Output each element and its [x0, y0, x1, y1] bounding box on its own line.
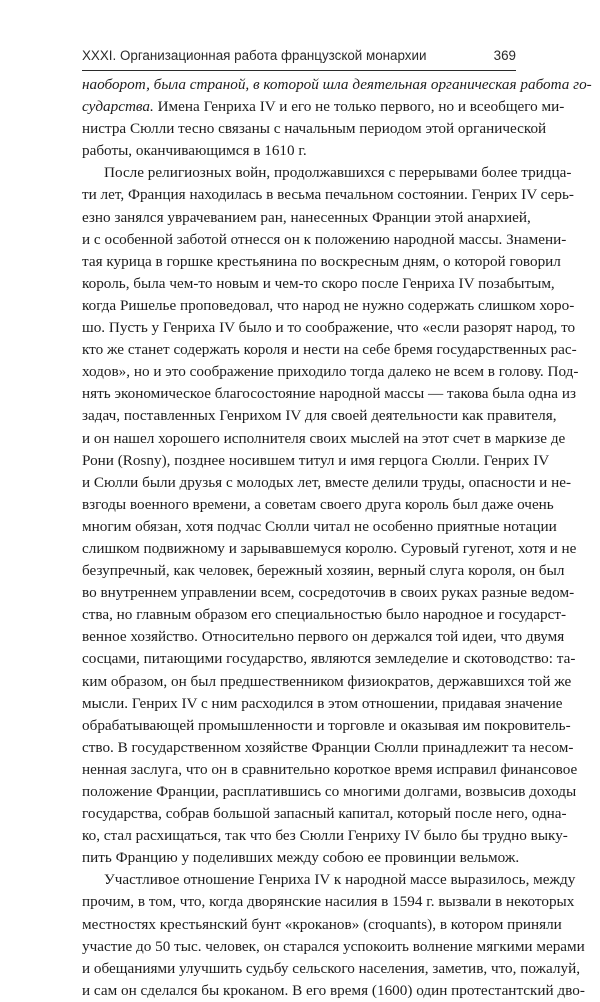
- text-line: [82, 317, 576, 339]
- text-line: [82, 273, 555, 295]
- text-line: [82, 295, 575, 317]
- paragraph: [82, 869, 585, 1002]
- line-text: государства, собрав большой запасный капитал, который после него, одна-: [82, 805, 567, 823]
- line-text: После религиозных войн, продолжавшихся с перерывами более тридца-: [104, 164, 572, 182]
- text-line: [82, 405, 557, 427]
- text-line: [82, 516, 557, 538]
- text-line: [82, 118, 547, 140]
- text-line: [82, 162, 572, 184]
- line-text: Участливое отношение Генриха IV к народной массе выразилось, между: [104, 871, 576, 889]
- line-text: местностях крестьянский бунт «кроканов» (croquants), в котором приняли: [82, 915, 562, 933]
- text-line: [82, 582, 575, 604]
- line-text: ходов», но и это соображение приходило тогда далеко не всем в голову. Под-: [82, 363, 579, 381]
- line-text: во внутреннем управлении всем, сосредоточив в своих руках разные ведом-: [82, 584, 575, 602]
- text-line: [82, 891, 575, 913]
- line-text: безупречный, как человек, бережный хозяин, верный слуга короля, он был: [82, 562, 565, 580]
- line-text: взгоды военного времени, а советам своего друга король был даже очень: [82, 495, 554, 513]
- line-text: шо. Пусть у Генриха IV было и то соображение, что «если разорят народ, то: [82, 319, 576, 337]
- text-line: [82, 980, 585, 1002]
- line-text: ти лет, Франция находилась в весьма печальном состоянии. Генрих IV серь-: [82, 186, 574, 204]
- text-line: [82, 428, 566, 450]
- text-line: [82, 914, 562, 936]
- line-text: участие до 50 тыс. человек, он старался успокоить волнение мягкими мерами: [82, 937, 585, 955]
- line-text: когда Ришелье проповедовал, что народ не нужно содержать слишком хоро-: [82, 296, 575, 314]
- text-line: [82, 958, 581, 980]
- line-text: и он нашел хорошего исполнителя своих мыслей на этот счет в маркизе де: [82, 429, 566, 447]
- text-line: [82, 781, 577, 803]
- line-text: ким образом, он был предшественником физиократов, державшихся той же: [82, 672, 572, 690]
- text-line: [82, 560, 565, 582]
- text-line: [82, 538, 577, 560]
- running-header: [82, 48, 516, 70]
- line-text: нять экономическое благосостояние народной массы — такова была одна из: [82, 385, 576, 403]
- header-rule: [82, 70, 516, 71]
- text-line: [82, 869, 576, 891]
- text-line: [82, 693, 563, 715]
- page-number: 369: [493, 48, 516, 63]
- line-text: работы, оканчивающимся в 1610 г.: [82, 142, 307, 160]
- line-text: нистра Сюлли тесно связаны с начальным периодом этой органической: [82, 120, 547, 138]
- text-line: [82, 936, 585, 958]
- line-text: пить Францию у поделивших между собою ее провинции вельмож.: [82, 849, 520, 867]
- text-line: [82, 251, 561, 273]
- text-line: [82, 229, 567, 251]
- line-text: и с особенной заботой отнесся он к положению народной массы. Знамени-: [82, 230, 567, 248]
- line-text: венное хозяйство. Относительно первого он держался той идеи, что двумя: [82, 628, 565, 646]
- text-line: [82, 472, 572, 494]
- text-line: [82, 96, 565, 118]
- line-text: Имена Генриха IV и его не только первого, но и всеобщего ми-: [153, 98, 565, 116]
- text-line: [82, 648, 576, 670]
- line-text: кто же станет содержать короля и нести на себе бремя государственных рас-: [82, 341, 577, 359]
- line-text: король, была чем-то новым и чем-то скоро после Генриха IV позабытым,: [82, 274, 555, 292]
- line-text: и Сюлли были друзья с молодых лет, вместе делили труды, опасности и не-: [82, 473, 572, 491]
- line-text: Рони (Rosny), позднее носившем титул и имя герцога Сюлли. Генрих IV: [82, 451, 550, 469]
- emphasis-text: наоборот, была страной, в которой шла деятельная органическая работа го-: [82, 76, 592, 93]
- text-line: [82, 383, 576, 405]
- line-text: ство. В государственном хозяйстве Франции Сюлли принадлежит та несом-: [82, 738, 574, 756]
- line-text: прочим, в том, что, когда дворянские насилия в 1594 г. вызвали в некоторых: [82, 893, 575, 911]
- text-line: [82, 825, 568, 847]
- text-line: [82, 626, 565, 648]
- line-text: задач, поставленных Генрихом IV для своей деятельности как правителя,: [82, 407, 557, 425]
- text-line: [82, 737, 574, 759]
- line-text: езно занялся уврачеванием ран, нанесенных Франции этой анархией,: [82, 208, 531, 226]
- line-text: слишком подвижному и зарывавшемуся королю. Суровый гугенот, хотя и не: [82, 539, 577, 557]
- text-line: [82, 803, 567, 825]
- running-title: XXXI. Организационная работа французской монархии: [82, 48, 427, 63]
- paragraph: [82, 162, 579, 869]
- text-line: [82, 74, 592, 96]
- line-text: и обещаниями улучшить судьбу сельского населения, заметив, что, пожалуй,: [82, 959, 581, 977]
- emphasis-text: сударства.: [82, 98, 154, 116]
- line-text: положение Франции, расплатившись со многими долгами, возвысив доходы: [82, 783, 577, 800]
- text-line: [82, 184, 574, 206]
- text-line: [82, 715, 571, 737]
- line-text: ко, стал расхищаться, так что без Сюлли Генриху IV было бы трудно выку-: [82, 827, 568, 845]
- text-line: [82, 494, 554, 516]
- line-text: ненная заслуга, что он в сравнительно короткое время исправил финансовое: [82, 760, 578, 778]
- text-line: [82, 759, 578, 781]
- text-line: [82, 361, 579, 383]
- text-line: [82, 450, 550, 472]
- line-text: обрабатывающей промышленности и торговле и оказывая им покровитель-: [82, 716, 571, 734]
- body-text: [82, 74, 592, 1002]
- text-line: [82, 671, 572, 693]
- line-text: сосцами, питающими государство, являются земледелие и скотоводство: та-: [82, 650, 576, 668]
- text-line: [82, 339, 577, 361]
- line-text: тая курица в горшке крестьянина по воскресным дням, о которой говорил: [82, 252, 561, 270]
- text-line: [82, 604, 567, 626]
- line-text: и сам он сделался бы кроканом. В его время (1600) один протестантский дво-: [82, 981, 585, 999]
- line-text: мысли. Генрих IV с ним расходился в этом отношении, придавая значение: [82, 694, 563, 712]
- text-line: [82, 207, 531, 229]
- paragraph: [82, 74, 592, 162]
- line-text: многим обязан, хотя подчас Сюлли читал не особенно приятные нотации: [82, 517, 557, 535]
- text-line: [82, 140, 516, 162]
- text-line: [82, 847, 520, 869]
- line-text: ства, но главным образом его специальностью было народное и государст-: [82, 606, 567, 624]
